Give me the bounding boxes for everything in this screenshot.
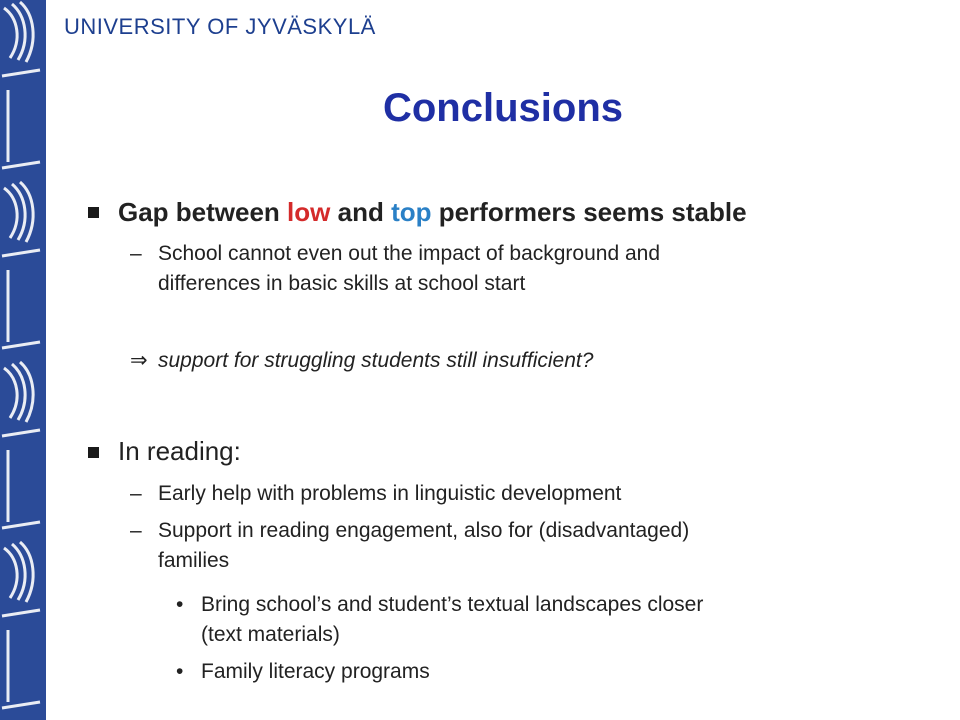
sub-point-engagement-line2: families xyxy=(158,549,230,572)
square-bullet-icon xyxy=(88,447,99,458)
sub-bullet-landscapes-line2: (text materials) xyxy=(201,623,340,646)
sub-bullet-landscapes-line1: Bring school’s and student’s textual landscapes closer xyxy=(201,593,704,616)
slide-title: Conclusions xyxy=(382,86,624,130)
point1-low: low xyxy=(287,197,331,227)
sub-bullet-family-literacy: Family literacy programs xyxy=(201,660,430,683)
point1-prefix: Gap between xyxy=(118,197,288,227)
sub-point-early-help: Early help with problems in linguistic development xyxy=(158,482,622,505)
implication-text: support for struggling students still insufficient? xyxy=(158,349,594,372)
square-bullet-icon xyxy=(88,207,99,218)
sub-point-school-line2: differences in basic skills at school start xyxy=(158,272,526,295)
dash-marker: – xyxy=(130,242,142,265)
sub-point-engagement-line1: Support in reading engagement, also for (disadvantaged) xyxy=(158,519,690,542)
university-sidebar xyxy=(0,0,46,720)
implies-arrow-icon: ⇒ xyxy=(130,349,148,372)
university-name: UNIVERSITY OF JYVÄSKYLÄ xyxy=(64,14,376,39)
bullet-point-reading: In reading: xyxy=(118,436,241,466)
point1-suffix: performers seems stable xyxy=(431,197,747,227)
dash-marker: – xyxy=(130,482,142,505)
point1-top: top xyxy=(391,197,432,227)
dot-bullet-icon: • xyxy=(176,660,184,683)
point1-mid: and xyxy=(330,197,392,227)
bullet-point-gap xyxy=(118,197,747,228)
university-logo-pattern-icon xyxy=(0,0,46,720)
dash-marker: – xyxy=(130,519,142,542)
sub-point-school-line1: School cannot even out the impact of background and xyxy=(158,242,661,265)
dot-bullet-icon: • xyxy=(176,593,184,616)
